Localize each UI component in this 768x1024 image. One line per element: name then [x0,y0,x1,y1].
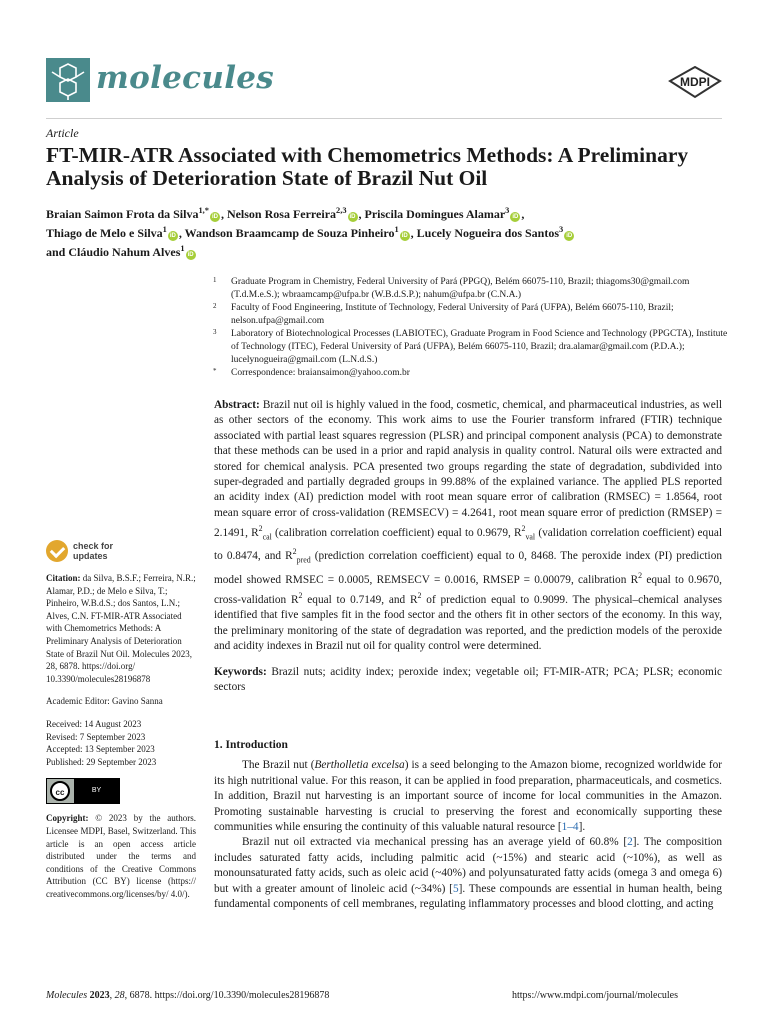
author-affiliation-marker: 3 [505,206,510,215]
affiliation-number: 1 [213,276,217,284]
journal-name: molecules [96,60,275,96]
author-name: Thiago de Melo e Silva [46,226,163,240]
cc-icon: cc [50,781,70,801]
keywords [214,665,722,696]
abstract-text: Brazil nut oil is highly valued in the food, cosmetic, chemical, and pharmaceutical industries, as well as other sectors of the economy. This work aims to use the Fourier transform infrared (FTIR) technique associated with partial least squares regression (PLSR) and principal component analysis (PCA) to demonstrate that these methods can be used in a prior and rapid analysis in quality control. Natural oils were extracted and stored for chemical analysis. PCA presented two groups regarding the state of degradation, subdivided into super-degraded and partially degraded groups in 99.88% of the explained variance. The applied PLS reported an acidity index (AI) prediction model with root mean square error of calibration (RMSEC) = 1.8564, root mean square error of cross-validation (REMSECV) = 4.2641, root mean square error of prediction (RMSEP) = 2.1491, $R^2_{cal}$ (calibration correlation coefficient) equal to 0.9679, $R^2_{val}$ (validation correlation coefficient) equal to 0.8474, and $R^2_{pred}$ (prediction correlation coefficient) equal to 0, 8468. The peroxide index (PI) prediction model showed RMSEC = 0.0005, REMSECV = 0.0016, RMSEP = 0.00079, calibration $R^2$ equal to 0.9670, cross-validation $R^2$ equal to 0.7149, and $R^2$ of prediction equal to 0.9099. The physical–chemical analyses identified that five samples fit in the food sector and the others fit in other sectors of the economy. In this way, the preliminary monitoring of the state of degradation was reported, and the prediction models of the peroxide and acidity indexes in Brazil nut oil for quality control were determined. [214,399,723,653]
affiliation-text: Correspondence: braiansaimon@yahoo.com.br [231,368,410,378]
affiliation-number: 2 [213,302,217,310]
author-affiliation-marker: 2,3 [336,206,347,215]
author-affiliation-marker: 1 [394,225,399,234]
affiliation-text: Laboratory of Biotechnological Processes (LABIOTEC), Graduate Program in Food Science and Technology (PPGCTA), Institute of Technology (ITEC), Federal University of Pará (UFPA), Belém 66075-110, Brazil; dra.alamar@gmail.com (P.D.A.); lucelynogueira@gmail.com (L.N.d.S.) [231,329,728,365]
section-heading: 1. Introduction [214,739,288,751]
copyright-notice [46,812,196,900]
author-affiliation-marker: 1 [162,225,167,234]
affiliation-item [213,276,728,302]
affiliation-number: 3 [213,328,217,336]
updates-line1: check for [73,541,114,551]
intro-paragraph-2: Brazil nut oil extracted via mechanical pressing has an average yield of 60.8% [2]. The composition includes saturated fatty acids, including palmitic acid (~15%) and stearic acid (~10%), as well as monounsaturated fatty acids, such as oleic acid (~40%) and polyunsaturated fatty acids (omega 3 and omega 6) but with a greater amount of linoleic acid (~34%) [5]. These compounds are essential in human health, being fundamental components of cell membranes, regulating inflammatory processes and blood clotting, and acting [214,836,723,911]
author-affiliation-marker: 1 [180,244,185,253]
header-divider [46,118,722,119]
publisher-name: MDPI [680,75,710,89]
check-for-updates-button[interactable] [46,540,196,562]
orcid-icon[interactable]: iD [187,252,194,258]
sidebar [46,540,196,900]
author-affiliation-marker: 1,* [198,206,209,215]
orcid-icon[interactable]: iD [211,214,218,220]
intro-paragraph-1: The Brazil nut (Bertholletia excelsa) is a seed belonging to the Amazon biome, recognized worldwide for its high nutritional value. For this reason, it can be applied in food preparation, pharmaceuticals, and cosmetics. In addition, Brazil nut harvesting is an important source of income for local communities in the Amazon. Promoting sustainable harvesting is crucial to preserving the forest and economically supporting these communities while ensuring the continuity of this valuable natural resource [1–4]. [214,759,722,834]
affiliations-list [213,276,728,380]
orcid-icon[interactable]: iD [401,233,408,239]
abstract [214,398,722,655]
author-name: Priscila Domingues Alamar [364,207,506,221]
orcid-icon[interactable]: iD [349,214,356,220]
date-line: Published: 29 September 2023 [46,756,157,767]
affiliation-text: Faculty of Food Engineering, Institute of Technology, Federal University of Pará (UFPA), Belém 66075-110, Brazil; nelson.ufpa@gmail.com [231,303,674,326]
affiliation-number: * [213,367,217,375]
author-name: Lucely Nogueira dos Santos [416,226,560,240]
citation-label: Citation: [46,573,81,583]
citation-text: da Silva, B.S.F.; Ferreira, N.R.; Alamar, P.D.; de Melo e Silva, T.; Pinheiro, W.B.d.S.; dos Santos, L.N.; Alves, C.N. FT-MIR-ATR Associated with Chemometrics Methods: A Preliminary Analysis of Deterioration State of Brazil Nut Oil. Molecules 2023, 28, 6878. https://doi.org/ 10.3390/molecules28196878 [46,573,196,684]
author-name: Cláudio Nahum Alves [68,245,181,259]
publication-dates [46,718,196,768]
date-line: Accepted: 13 September 2023 [46,744,155,755]
footer-citation: Molecules 2023, 28, 6878. https://doi.org/10.3390/molecules28196878 [46,990,330,1001]
academic-editor: Academic Editor: Gavino Sanna [46,696,163,707]
author-name: Braian Saimon Frota da Silva [46,207,199,221]
cc-by-license-badge[interactable] [46,778,120,804]
copyright-text: © 2023 by the authors. Licensee MDPI, Basel, Switzerland. This article is an open access article distributed under the terms and conditions of the Creative Commons Attribution (CC BY) license (https:// creativecommons.org/licenses/by/ 4.0/). [46,813,196,899]
check-updates-icon [46,540,68,562]
author-name: Wandson Braamcamp de Souza Pinheiro [184,226,395,240]
affiliation-item [213,328,728,367]
keywords-text: Brazil nuts; acidity index; peroxide index; vegetable oil; FT-MIR-ATR; PCA; PLSR; economic sectors [214,666,722,694]
citation-link[interactable]: 1–4 [561,821,579,834]
author-affiliation-marker: 3 [559,225,564,234]
citation-link[interactable]: 5 [452,882,459,895]
by-icon: BY [74,779,119,803]
date-line: Received: 14 August 2023 [46,718,142,729]
citation-block [46,572,196,685]
copyright-label: Copyright: [46,813,89,824]
citation-link[interactable]: 2 [627,836,633,849]
abstract-label: Abstract: [214,399,260,411]
updates-line2: updates [73,551,108,561]
article-type: Article [46,126,79,140]
orcid-icon[interactable]: iD [169,233,176,239]
author-list: Braian Saimon Frota da Silva$^{1,*}$iD , Nelson Rosa Ferreira$^{2,3}$iD , Priscila Domingues Alamar$^3$iD , Thiago de Melo e Silva$^1$iD , Wandson Braamcamp de Souza Pinheiro$^1$iD , Lucely Nogueira dos Santos$^3$iD and Cláudio Nahum Alves$^1$iD [46,206,573,259]
footer-journal-url[interactable]: https://www.mdpi.com/journal/molecules [512,990,678,1001]
affiliation-item [213,367,728,380]
mdpi-logo-icon[interactable] [668,66,722,100]
affiliation-text: Graduate Program in Chemistry, Federal University of Pará (PPGQ), Belém 66075-110, Brazil; thiagoms30@gmail.com (T.d.M.e.S.); wbraamcamp@ufpa.br (W.B.d.S.P.); nahum@ufpa.br (C.N.A.) [231,277,690,300]
date-line: Revised: 7 September 2023 [46,731,146,742]
affiliation-item [213,302,728,328]
orcid-icon[interactable]: iD [512,214,519,220]
keywords-label: Keywords: [214,666,267,678]
journal-logo-icon [46,58,90,102]
orcid-icon[interactable]: iD [566,233,573,239]
article-title: FT-MIR-ATR Associated with Chemometrics Methods: A Preliminary Analysis of Deterioration State of Brazil Nut Oil [46,143,689,190]
author-name: Nelson Rosa Ferreira [226,207,337,221]
introduction-section [214,738,722,912]
